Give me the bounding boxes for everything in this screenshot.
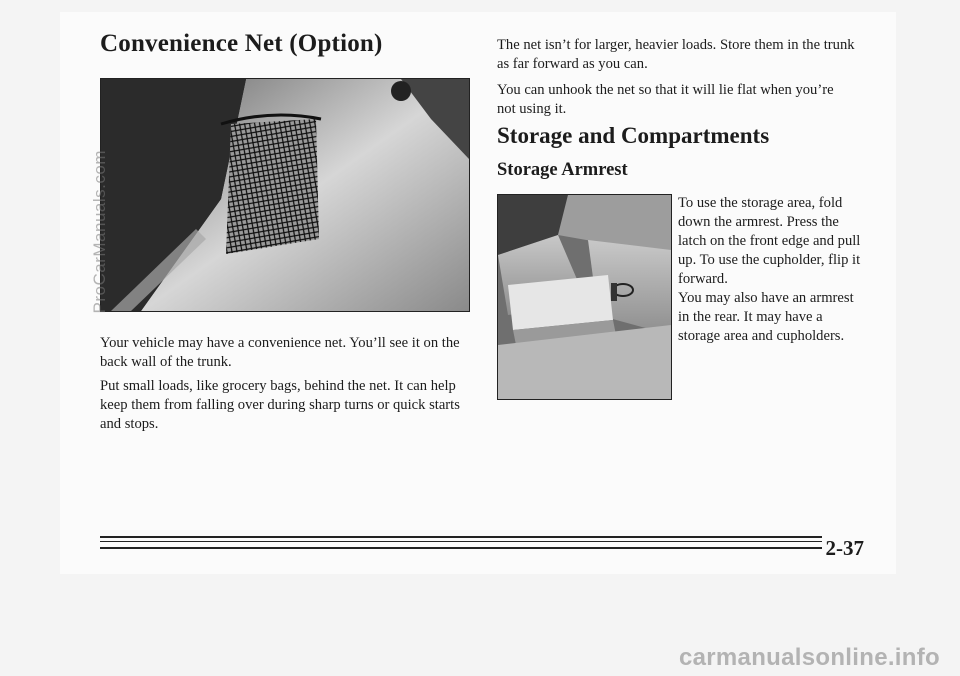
storage-armrest-photo [497,194,672,400]
left-paragraph-2: Put small loads, like grocery bags, behind the net. It can help keep them from falling over during sharp turns or quick starts and stops. [100,378,460,432]
armrest-paragraph-1: To use the storage area, fold down the armrest. Press the latch on the front edge and pull up. To use the cupholder, flip it forward. [678,195,861,287]
carmanualsonline-watermark: carmanualsonline.info [678,644,940,671]
convenience-net-photo [100,78,470,312]
footer-rule [100,541,822,542]
right-paragraph-1: The net isn’t for larger, heavier loads. Store them in the trunk as far forward as you can. [497,37,855,72]
left-paragraph-1: Your vehicle may have a convenience net. You’ll see it on the back wall of the trunk. [100,335,460,370]
armrest-paragraph-2: You may also have an armrest in the rear. It may have a storage area and cupholders. [678,290,854,344]
footer-rule [100,536,822,538]
procarmanuals-watermark: ProCarManuals.com [90,150,109,314]
storage-armrest-heading: Storage Armrest [497,160,628,180]
right-paragraph-2: You can unhook the net so that it will lie flat when you’re not using it. [497,82,834,117]
page-number: 2-37 [825,536,864,560]
convenience-net-heading: Convenience Net (Option) [100,30,383,57]
storage-compartments-heading: Storage and Compartments [497,123,770,148]
footer-rule [100,547,822,549]
